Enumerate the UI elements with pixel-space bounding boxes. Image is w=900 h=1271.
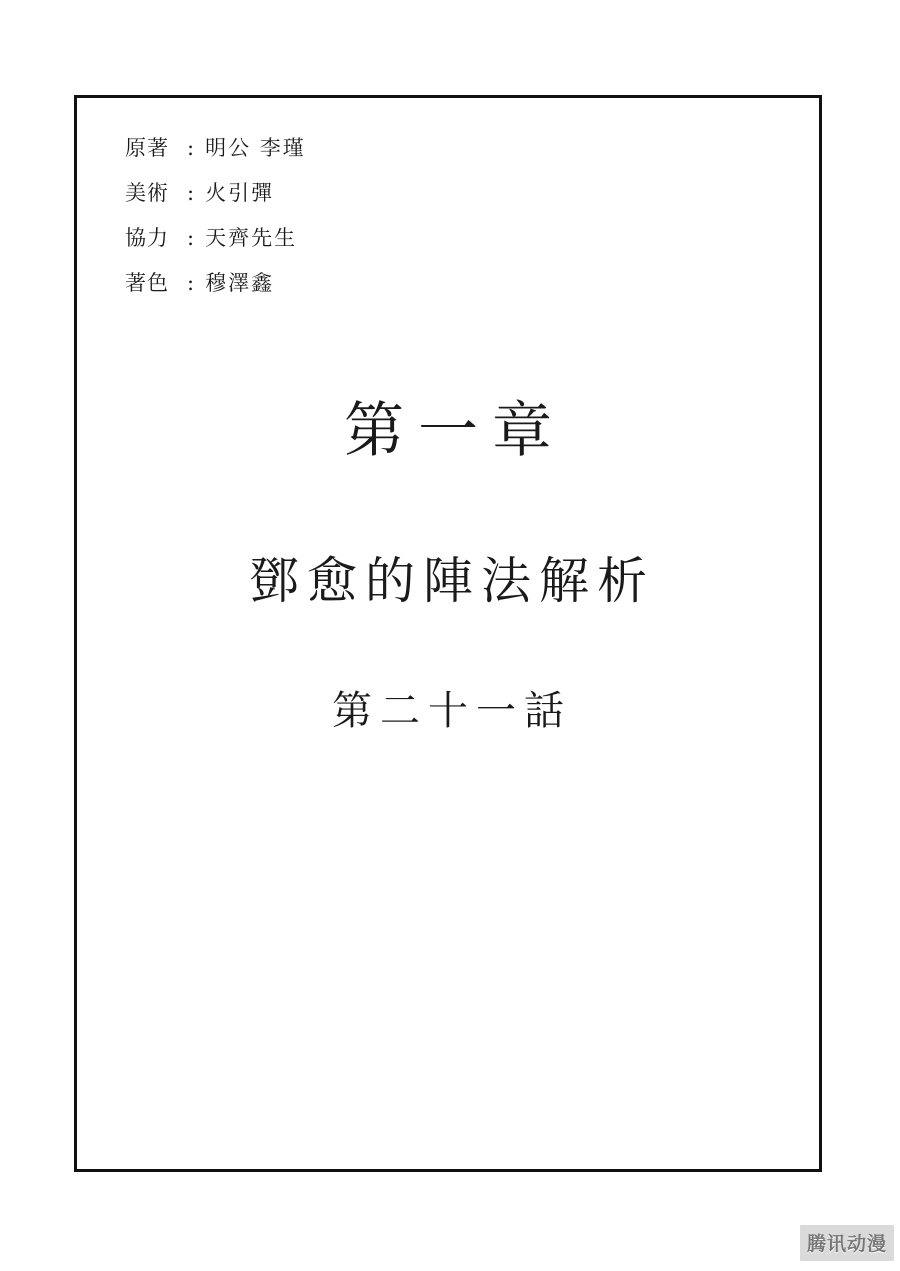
credit-separator: :: [187, 136, 196, 160]
title-block: [77, 398, 819, 733]
credit-separator: :: [187, 181, 196, 205]
credit-name-value: 天齊先生: [205, 226, 298, 250]
credit-role-label: 著色: [125, 271, 169, 295]
credit-separator: :: [187, 271, 196, 295]
chapter-title: 鄧愈的陣法解析: [249, 552, 655, 610]
comic-page-frame: [74, 95, 822, 1172]
credit-name-value: 明公 李瑾: [205, 136, 306, 160]
credit-role-label: 原著: [125, 136, 169, 160]
credit-name-value: 穆澤鑫: [205, 271, 275, 295]
chapter-number: 第一章: [344, 396, 566, 466]
watermark-label: 腾讯动漫: [800, 1225, 894, 1261]
credit-row: [125, 132, 306, 162]
episode-number: 第二十一話: [332, 688, 572, 734]
credits-block: [125, 132, 306, 297]
credit-name-value: 火引彈: [205, 181, 275, 205]
credit-role-label: 美術: [125, 181, 169, 205]
credit-row: [125, 177, 306, 207]
credit-role-label: 協力: [125, 226, 169, 250]
credit-separator: :: [187, 226, 196, 250]
credit-row: [125, 267, 306, 297]
credit-row: [125, 222, 306, 252]
